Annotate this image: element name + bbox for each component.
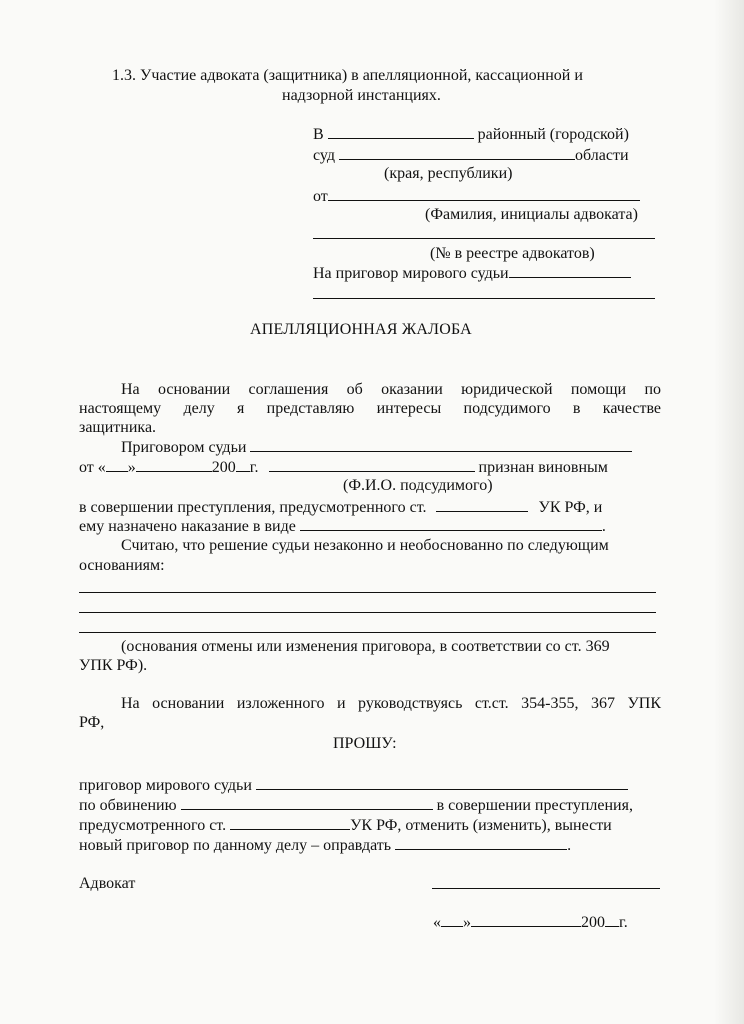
blank-judge-verdict: [256, 775, 628, 790]
date-close-quote: »: [127, 459, 136, 476]
charge-label: по обвинению: [79, 797, 177, 814]
verdict-label: На приговор мирового судьи: [313, 265, 509, 282]
p2-line5: [79, 516, 606, 536]
p3-hint-line1: (основания отмены или изменения приговора, в соответствии со ст. 369: [121, 638, 610, 655]
punishment-period: .: [601, 518, 606, 535]
blank-registry-number: [313, 238, 655, 239]
address-line-region: [313, 145, 629, 165]
blank-punishment: [300, 516, 602, 531]
verdict-of-judge-label: Приговором судьи: [121, 439, 247, 456]
blank-grounds-1: [79, 592, 656, 593]
blank-judge: [509, 263, 631, 278]
p1-line1: На основании соглашения об оказании юридической помощи по: [121, 381, 661, 398]
p3-hint-line2: УПК РФ).: [79, 657, 148, 674]
p1-line3: защитника.: [79, 419, 157, 436]
uk-rf-label: УК РФ, и: [538, 499, 603, 516]
year-prefix: 200: [211, 459, 236, 476]
p2-line1: [121, 437, 632, 457]
year-suffix: г.: [249, 459, 259, 476]
section-heading-line1: 1.3. Участие адвоката (защитника) в апелляционной, кассационной и: [112, 67, 583, 84]
sig-year-suffix: г.: [619, 914, 628, 931]
article-label: предусмотренного ст.: [79, 817, 227, 834]
p5-line1: [79, 775, 628, 795]
blank-year: [236, 457, 250, 472]
request-heading: ПРОШУ:: [333, 735, 397, 752]
sig-date-close-quote: »: [463, 914, 471, 931]
blank-sig-month: [471, 912, 581, 927]
p2-hint-defendant: (Ф.И.О. подсудимого): [343, 477, 493, 494]
address-hint-registry: (№ в реестре адвокатов): [430, 245, 595, 262]
blank-month: [136, 457, 212, 472]
scan-edge-shadow: [714, 0, 744, 1024]
blank-sig-year: [605, 912, 619, 927]
address-line-court: [313, 124, 629, 144]
blank-advocate-name: [328, 186, 640, 201]
blank-grounds-3: [79, 632, 656, 633]
section-heading-line2: надзорной инстанциях.: [282, 87, 441, 104]
address-hint-region: (края, республики): [384, 165, 513, 182]
address-line-verdict: [313, 263, 631, 283]
address-hint-advocate: (Фамилия, инициалы адвоката): [425, 206, 638, 223]
punishment-label: ему назначено наказание в виде: [79, 518, 296, 535]
p2-line2: [79, 457, 608, 477]
address-prefix-v: В: [313, 126, 324, 143]
p4-line1: На основании изложенного и руководствуясь ст.ст. 354-355, 367 УПК: [121, 695, 661, 712]
verdict-label-2: приговор мирового судьи: [79, 777, 252, 794]
cancel-label: УК РФ, отменить (изменить), вынести: [350, 817, 612, 834]
sig-year-prefix: 200: [581, 914, 605, 931]
crime-label: в совершении преступления,: [436, 797, 633, 814]
signer-label: Адвокат: [79, 875, 136, 892]
document-title: АПЕЛЛЯЦИОННАЯ ЖАЛОБА: [250, 321, 472, 338]
blank-charge: [181, 795, 433, 810]
district-label: районный (городской): [477, 126, 629, 143]
from-label: от: [313, 188, 328, 205]
blank-sig-day: [441, 912, 463, 927]
p1-line2: настоящему делу я представляю интересы подсудимого в качестве: [79, 400, 661, 417]
p2-line4: [79, 497, 602, 517]
blank-defendant-name: [269, 457, 475, 472]
blank-region: [339, 145, 575, 160]
signature-date: [433, 912, 628, 932]
blank-district: [328, 124, 474, 139]
acquit-label: новый приговор по данному делу – оправдать: [79, 837, 392, 854]
p4-line2: РФ,: [79, 714, 105, 731]
blank-acquit: [395, 835, 567, 850]
p3-line1: Считаю, что решение судьи незаконно и необоснованно по следующим: [121, 537, 609, 554]
crime-article-label: в совершении преступления, предусмотренного ст.: [79, 499, 427, 516]
blank-day: [106, 457, 128, 472]
blank-article-2: [230, 815, 350, 830]
acquit-period: .: [567, 837, 572, 854]
blank-signature: [432, 888, 660, 889]
blank-judge-name: [250, 437, 632, 452]
court-label: суд: [313, 147, 336, 164]
p5-line4: [79, 835, 571, 855]
found-guilty-label: признан виновным: [478, 459, 608, 476]
blank-grounds-2: [79, 612, 656, 613]
region-label: области: [575, 147, 629, 164]
p3-line2: основаниям:: [79, 557, 165, 574]
p5-line3: [79, 815, 612, 835]
address-line-from: [313, 186, 640, 206]
blank-article: [436, 497, 528, 512]
blank-verdict-extra: [313, 298, 655, 299]
sig-date-open-quote: «: [433, 914, 441, 931]
p5-line2: [79, 795, 633, 815]
date-open-quote: от «: [79, 459, 106, 476]
